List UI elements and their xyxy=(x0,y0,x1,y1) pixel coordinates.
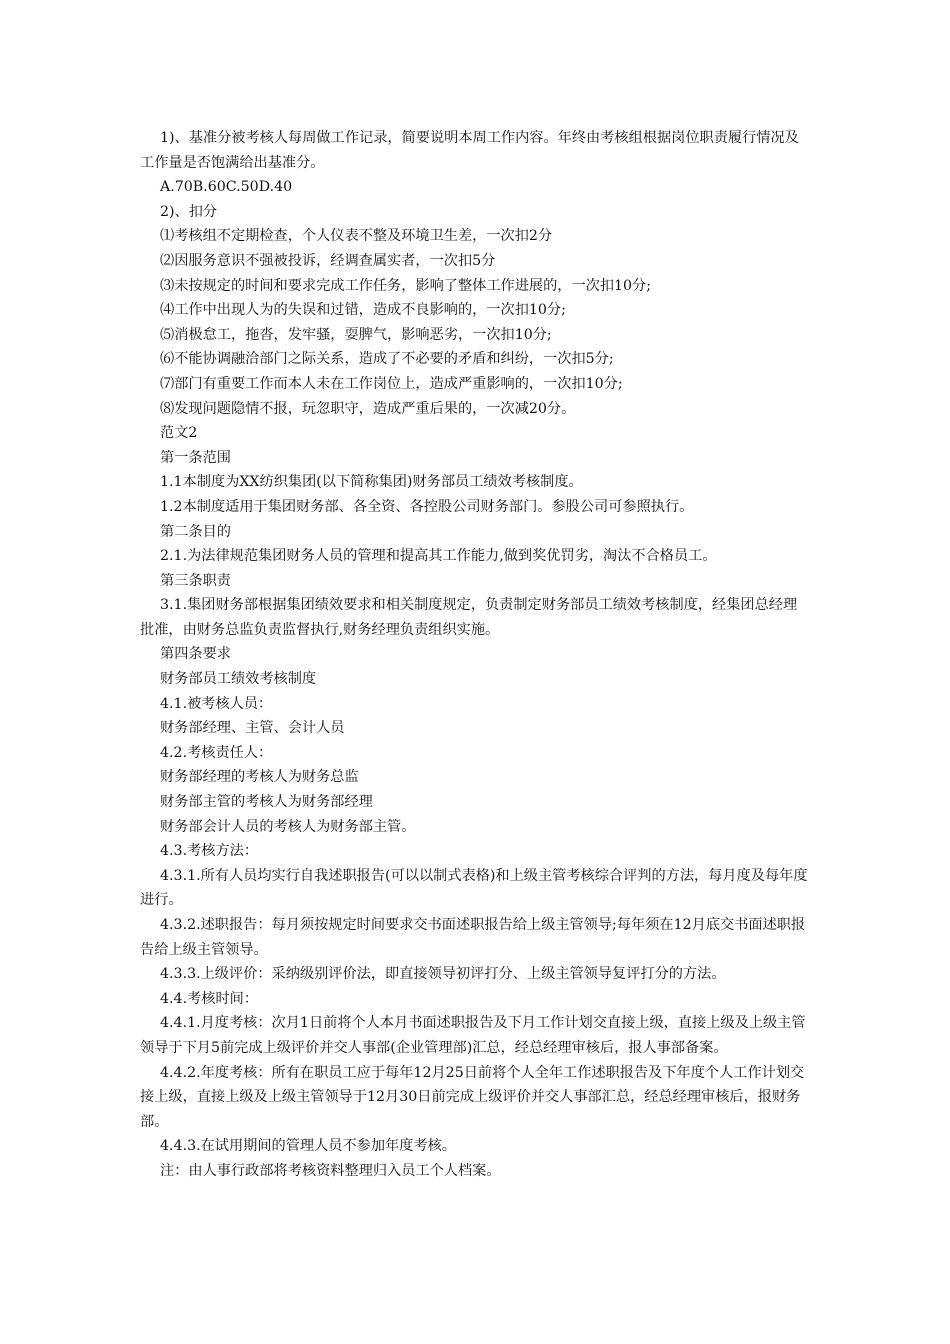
section-heading: 范文2 xyxy=(160,425,198,442)
section-heading: 第二条目的 xyxy=(160,523,231,540)
paragraph: 4.3.3.上级评价：采纳级别评价法，即直接领导初评打分、上级主管领导复评打分的方法。 xyxy=(160,966,726,983)
paragraph: 4.4.3.在试用期间的管理人员不参加年度考核。 xyxy=(160,1138,456,1155)
paragraph: ⑶未按规定的时间和要求完成工作任务，影响了整体工作进展的，一次扣10分; xyxy=(160,277,652,294)
paragraph: 1.1本制度为XX纺织集团(以下简称集团)财务部员工绩效考核制度。 xyxy=(160,474,583,491)
paragraph: ⑴考核组不定期检查，个人仪表不整及环境卫生差，一次扣2分 xyxy=(160,228,553,245)
paragraph: 4.4.考核时间： xyxy=(160,990,259,1007)
paragraph: 财务部主管的考核人为财务部经理 xyxy=(160,794,373,811)
paragraph: ⑺部门有重要工作而本人未在工作岗位上，造成严重影响的，一次扣10分; xyxy=(160,375,623,392)
paragraph: 财务部员工绩效考核制度 xyxy=(160,671,317,688)
paragraph: ⑸消极怠工，拖沓，发牢骚，耍脾气，影响恶劣，一次扣10分; xyxy=(160,326,552,343)
paragraph: 3.1.集团财务部根据集团绩效要求和相关制度规定，负责制定财务部员工绩效考核制度，经集团总经理批准，由财务总监负责监督执行,财务经理负责组织实施。 xyxy=(140,597,798,638)
paragraph: ⑻发现问题隐情不报，玩忽职守，造成严重后果的，一次减20分。 xyxy=(160,400,576,417)
paragraph: 4.1.被考核人员： xyxy=(160,695,273,712)
section-heading: 第四条要求 xyxy=(160,646,231,663)
paragraph: 2.1.为法律规范集团财务人员的管理和提高其工作能力,做到奖优罚劣，淘汰不合格员工。 xyxy=(160,548,717,565)
paragraph: 1.2本制度适用于集团财务部、各全资、各控股公司财务部门。参股公司可参照执行。 xyxy=(160,498,694,515)
paragraph: 4.4.1.月度考核：次月1日前将个人本月书面述职报告及下月工作计划交直接上级，直接上级及上级主管领导于下月5前完成上级评价并交人事部(企业管理部)汇总，经总经理审核后，报人事部备案。 xyxy=(140,1015,806,1056)
paragraph: 财务部会计人员的考核人为财务部主管。 xyxy=(160,818,416,835)
paragraph: 4.4.2.年度考核：所有在职员工应于每年12月25日前将个人全年工作述职报告及下年度个人工作计划交接上级，直接上级及上级主管领导于12月30日前完成上级评价并交人事部汇总，经总经理审核后，报财务部。 xyxy=(140,1064,805,1130)
paragraph: 2)、扣分 xyxy=(160,203,218,220)
document-body xyxy=(140,126,810,1184)
section-heading: 第三条职责 xyxy=(160,572,231,589)
paragraph: 财务部经理、主管、会计人员 xyxy=(160,720,345,737)
paragraph: 4.2.考核责任人： xyxy=(160,744,273,761)
paragraph: ⑹不能协调融洽部门之际关系，造成了不必要的矛盾和纠纷，一次扣5分; xyxy=(160,351,614,368)
paragraph: 4.3.2.述职报告：每月须按规定时间要求交书面述职报告给上级主管领导;每年须在12月底交书面述职报告给上级主管领导。 xyxy=(140,917,806,958)
section-heading: 第一条范围 xyxy=(160,449,231,466)
paragraph: 4.3.1.所有人员均实行自我述职报告(可以以制式表格)和上级主管考核综合评判的方法，每月度及每年度进行。 xyxy=(140,867,808,909)
paragraph: ⑵因服务意识不强被投诉，经调查属实者，一次扣5分 xyxy=(160,252,496,269)
paragraph: A.70B.60C.50D.40 xyxy=(160,179,293,196)
paragraph: 4.3.考核方法： xyxy=(160,843,259,860)
note: 注：由人事行政部将考核资料整理归入员工个人档案。 xyxy=(160,1162,501,1179)
paragraph: 财务部经理的考核人为财务总监 xyxy=(160,769,359,786)
paragraph: ⑷工作中出现人为的失误和过错，造成不良影响的，一次扣10分; xyxy=(160,302,566,319)
paragraph: 1)、基准分被考核人每周做工作记录，简要说明本周工作内容。年终由考核组根据岗位职责履行情况及工作量是否饱满给出基准分。 xyxy=(140,130,799,171)
